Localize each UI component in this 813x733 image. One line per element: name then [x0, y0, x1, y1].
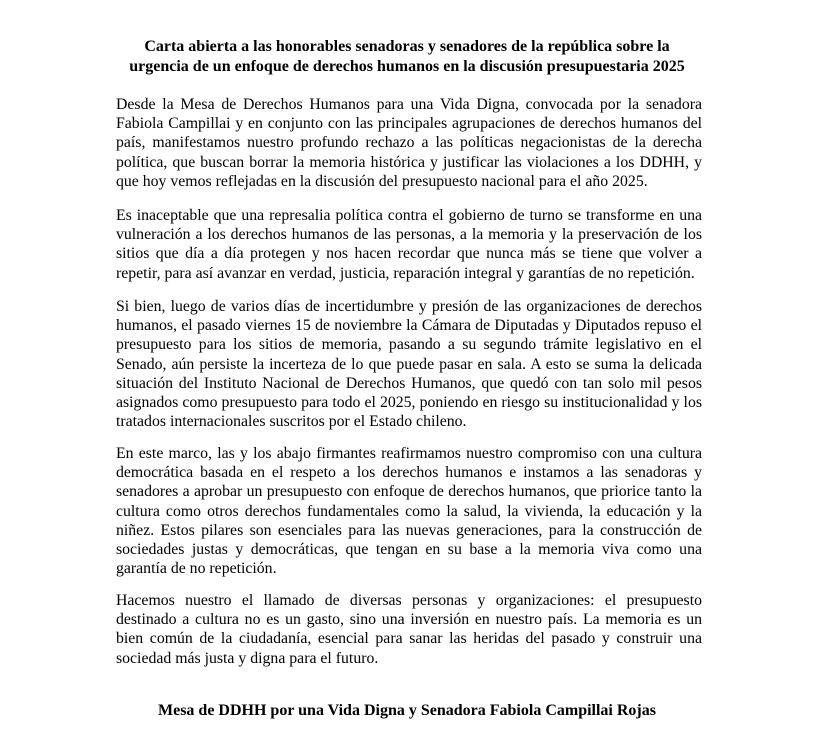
paragraph-1: Desde la Mesa de Derechos Humanos para una Vida Digna, convocada por la senadora Fabiola Campillai y en conjunto con las principales agrupaciones de derechos humanos del país, manifestamos nuestro profundo rechazo a las políticas negacionistas de la derecha política, que buscan borrar la memoria histórica y justificar las violaciones a los DDHH, y que hoy vemos reflejadas en la discusión del presupuesto nacional para el año 2025. — [116, 96, 702, 190]
title-line-1: Carta abierta a las honorables senadoras y senadores de la república sobre la — [144, 38, 670, 55]
paragraph-4: En este marco, las y los abajo firmantes reafirmamos nuestro compromiso con una cultura democrática basada en el respeto a los derechos humanos e instamos a las senadoras y senadores a aprobar un presupuesto con enfoque de derechos humanos, que priorice tanto la cultura como otros derechos fundamentales como la salud, la vivienda, la educación y la niñez. Estos pilares son esenciales para las nuevas generaciones, para la construcción de sociedades justas y democráticas, que tengan en su base a la memoria viva como una garantía de no repetición. — [116, 445, 702, 578]
paragraph-3: Si bien, luego de varios días de incertidumbre y presión de las organizaciones de derechos humanos, el pasado viernes 15 de noviembre la Cámara de Diputadas y Diputados repuso el presupuesto para los sitios de memoria, pasando a su segundo trámite legislativo en el Senado, aún persiste la incerteza de lo que puede pasar en sala. A esto se suma la delicada situación del Instituto Nacional de Derechos Humanos, que quedó con tan solo mil pesos asignados como presupuesto para todo el 2025, poniendo en riesgo su institucionalidad y los tratados internacionales suscritos por el Estado chileno. — [116, 298, 702, 431]
letter-title — [112, 37, 702, 77]
signature: Mesa de DDHH por una Vida Digna y Senadora Fabiola Campillai Rojas — [158, 702, 656, 719]
paragraph-2: Es inaceptable que una represalia política contra el gobierno de turno se transforme en una vulneración a los derechos humanos de las personas, a la memoria y la preservación de los sitios que día a día protegen y nos hacen recordar que nunca más se tiene que volver a repetir, para así avanzar en verdad, justicia, reparación integral y garantías de no repetición. — [116, 207, 702, 282]
paragraph-5: Hacemos nuestro el llamado de diversas personas y organizaciones: el presupuesto destinado a cultura no es un gasto, sino una inversión en nuestro país. La memoria es un bien común de la ciudadanía, esencial para sanar las heridas del pasado y construir una sociedad más justa y digna para el futuro. — [116, 592, 702, 667]
title-line-2: urgencia de un enfoque de derechos humanos en la discusión presupuestaria 2025 — [129, 58, 685, 75]
